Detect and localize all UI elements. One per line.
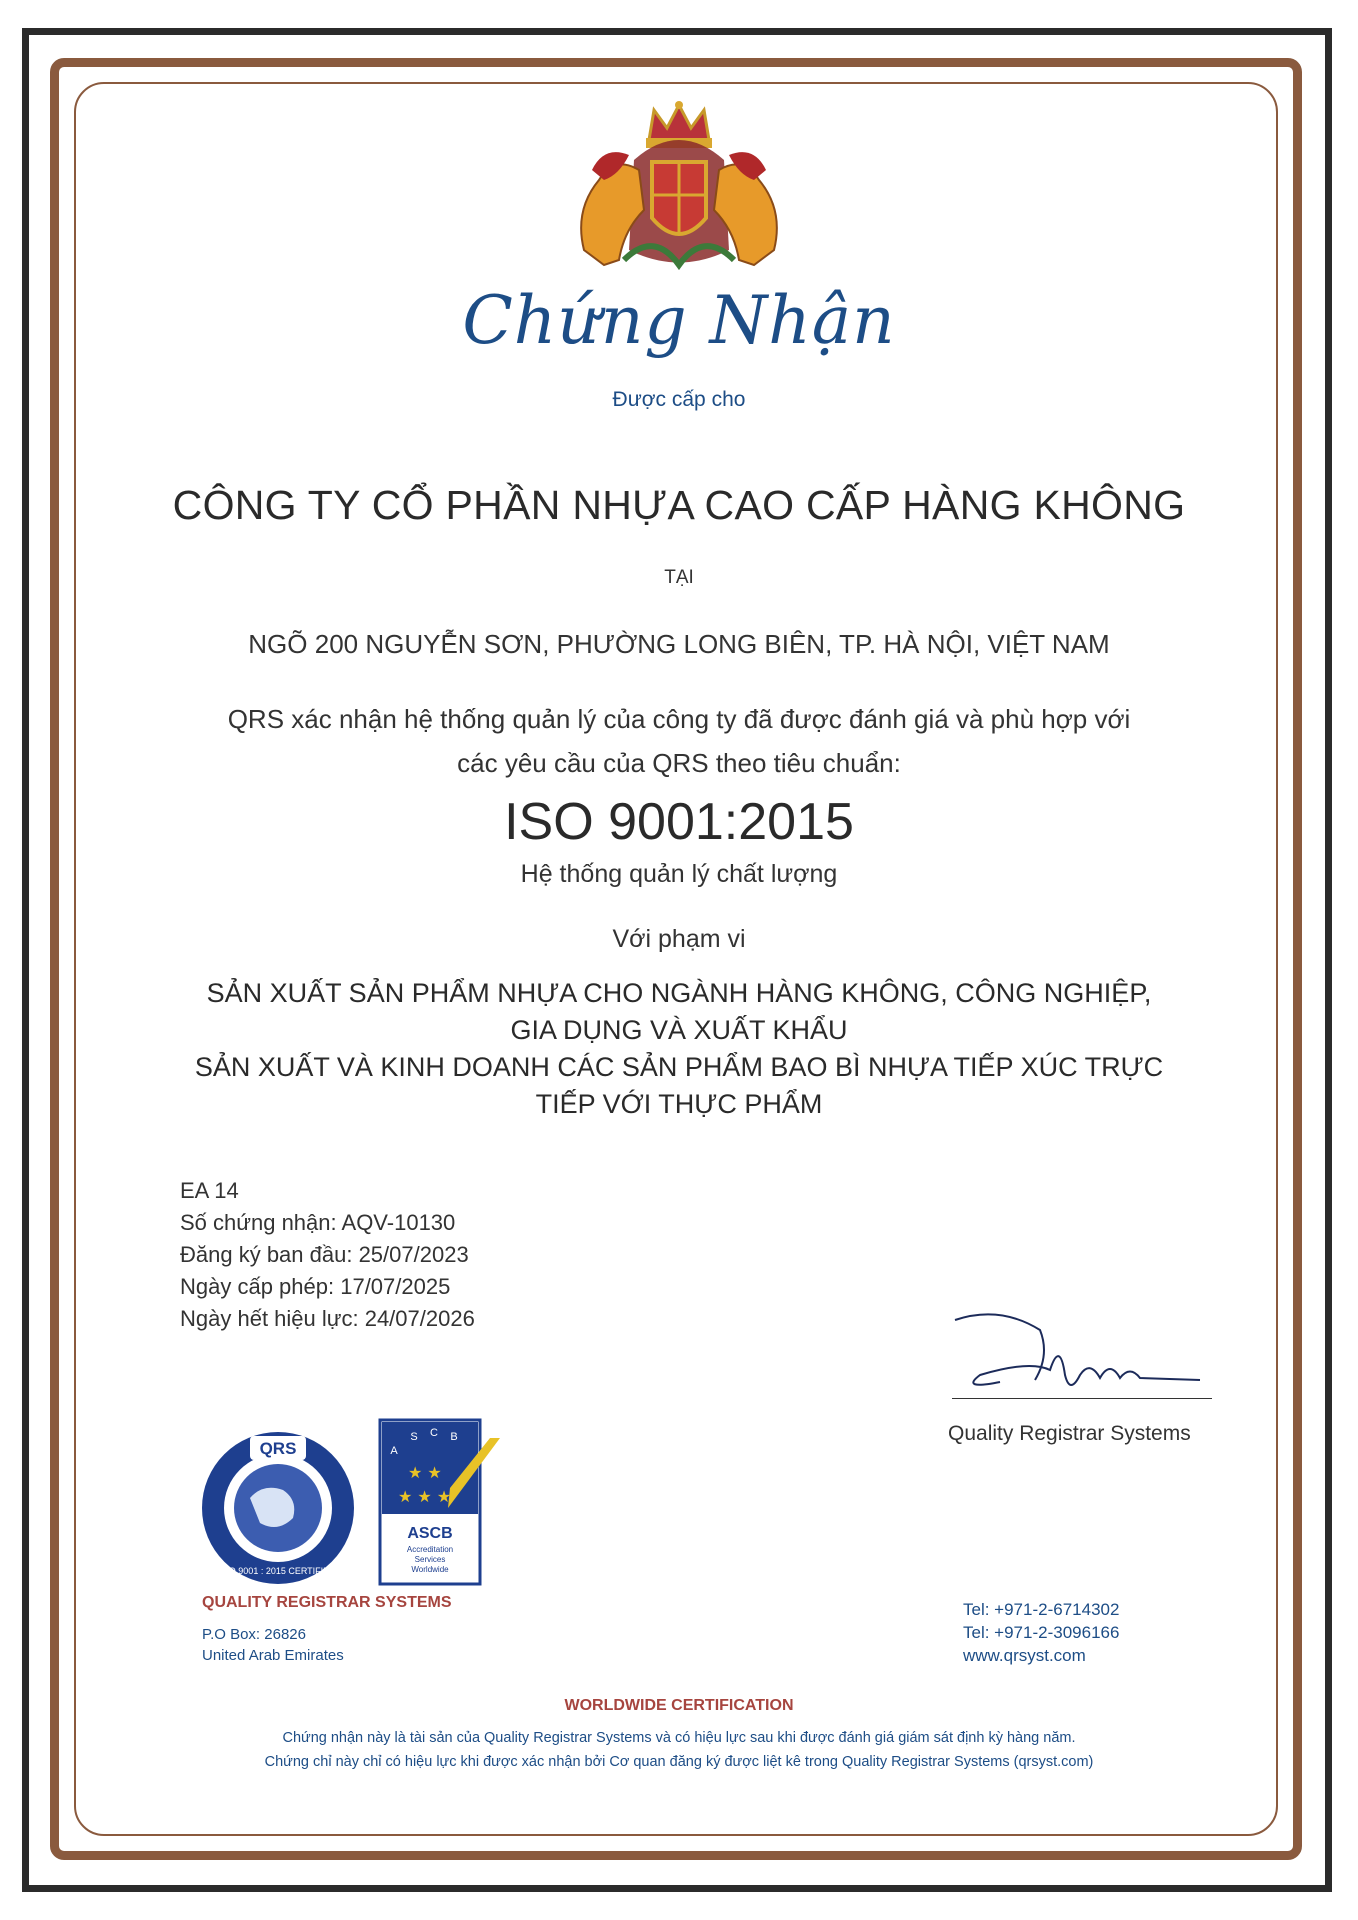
issuer-contact: [963, 1598, 1119, 1667]
issued-to-label: Được cấp cho: [612, 388, 746, 411]
issuer-country: United Arab Emirates: [202, 1647, 344, 1664]
ascb-letter-s: S: [410, 1431, 418, 1443]
scope-line: SẢN XUẤT VÀ KINH DOANH CÁC SẢN PHẨM BAO BÌ NHỰA TIẾP XÚC TRỰC: [194, 1052, 1164, 1082]
standard-description: Hệ thống quản lý chất lượng: [520, 860, 838, 888]
svg-text:★ ★ ★: ★ ★ ★: [398, 1487, 452, 1506]
standard-code: ISO 9001:2015: [504, 793, 854, 851]
expiry-date: Ngày hết hiệu lực: 24/07/2026: [180, 1306, 475, 1331]
signature-line: [952, 1398, 1212, 1399]
issue-date: Ngày cấp phép: 17/07/2025: [180, 1274, 451, 1299]
confirmation-line: các yêu cầu của QRS theo tiêu chuẩn:: [457, 748, 901, 778]
ascb-name: ASCB: [407, 1525, 453, 1542]
scope-text: [0, 975, 1358, 1123]
ascb-accreditation-logo-icon: [378, 1418, 503, 1588]
confirmation-text: [0, 697, 1358, 785]
ascb-letter-c: C: [430, 1427, 438, 1439]
certificate-details: [180, 1175, 475, 1335]
ascb-sub-text: Worldwide: [411, 1565, 449, 1574]
ascb-letter-a: A: [390, 1445, 398, 1457]
company-address: NGÕ 200 NGUYỄN SƠN, PHƯỜNG LONG BIÊN, TP. HÀ NỘI, VIỆT NAM: [248, 629, 1110, 659]
qrs-badge-text: QRS: [259, 1439, 297, 1458]
footer-line-2: Chứng chỉ này chỉ có hiệu lực khi được xác nhận bởi Cơ quan đăng ký được liệt kê trong Quality Registrar Systems (qrsyst.com): [264, 1754, 1094, 1770]
scope-line: SẢN XUẤT SẢN PHẨM NHỰA CHO NGÀNH HÀNG KHÔNG, CÔNG NGHIỆP,: [206, 978, 1152, 1008]
signature-icon: [940, 1300, 1220, 1400]
signature-org: Quality Registrar Systems: [948, 1422, 1191, 1445]
royal-crest-icon: [564, 100, 794, 275]
ascb-letter-b: B: [450, 1431, 458, 1443]
issuer-tel-1: Tel: +971-2-6714302: [963, 1600, 1120, 1619]
initial-registration: Đăng ký ban đầu: 25/07/2023: [180, 1242, 469, 1267]
ascb-sub-text: Services: [414, 1555, 446, 1564]
issuer-website: www.qrsyst.com: [963, 1646, 1086, 1665]
issuer-po-box: P.O Box: 26826: [202, 1626, 306, 1643]
scope-label: Với phạm vi: [612, 925, 746, 953]
certificate-number: Số chứng nhận: AQV-10130: [180, 1210, 456, 1235]
scope-line: GIA DỤNG VÀ XUẤT KHẨU: [510, 1015, 848, 1045]
scope-line: TIẾP VỚI THỰC PHẨM: [535, 1089, 823, 1119]
certificate-title: Chứng Nhận: [462, 282, 896, 359]
qrs-ring-text: ISO 9001 : 2015 CERTIFIED: [220, 1566, 336, 1576]
footer-line-1: Chứng nhận này là tài sản của Quality Registrar Systems và có hiệu lực sau khi được đánh giá giám sát định kỳ hàng năm.: [282, 1730, 1076, 1746]
at-label: TẠI: [664, 567, 694, 588]
worldwide-heading: WORLDWIDE CERTIFICATION: [564, 1697, 794, 1714]
confirmation-line: QRS xác nhận hệ thống quản lý của công ty đã được đánh giá và phù hợp với: [227, 704, 1131, 734]
issuer-name: QUALITY REGISTRAR SYSTEMS: [202, 1594, 452, 1611]
qrs-certified-logo-icon: [198, 1428, 358, 1588]
svg-text:★ ★: ★ ★: [408, 1463, 442, 1482]
ascb-sub-text: Accreditation: [406, 1545, 454, 1554]
issuer-tel-2: Tel: +971-2-3096166: [963, 1623, 1120, 1642]
company-name: CÔNG TY CỔ PHẦN NHỰA CAO CẤP HÀNG KHÔNG: [172, 482, 1186, 528]
ea-code: EA 14: [180, 1178, 239, 1203]
issuer-address: [202, 1624, 344, 1666]
